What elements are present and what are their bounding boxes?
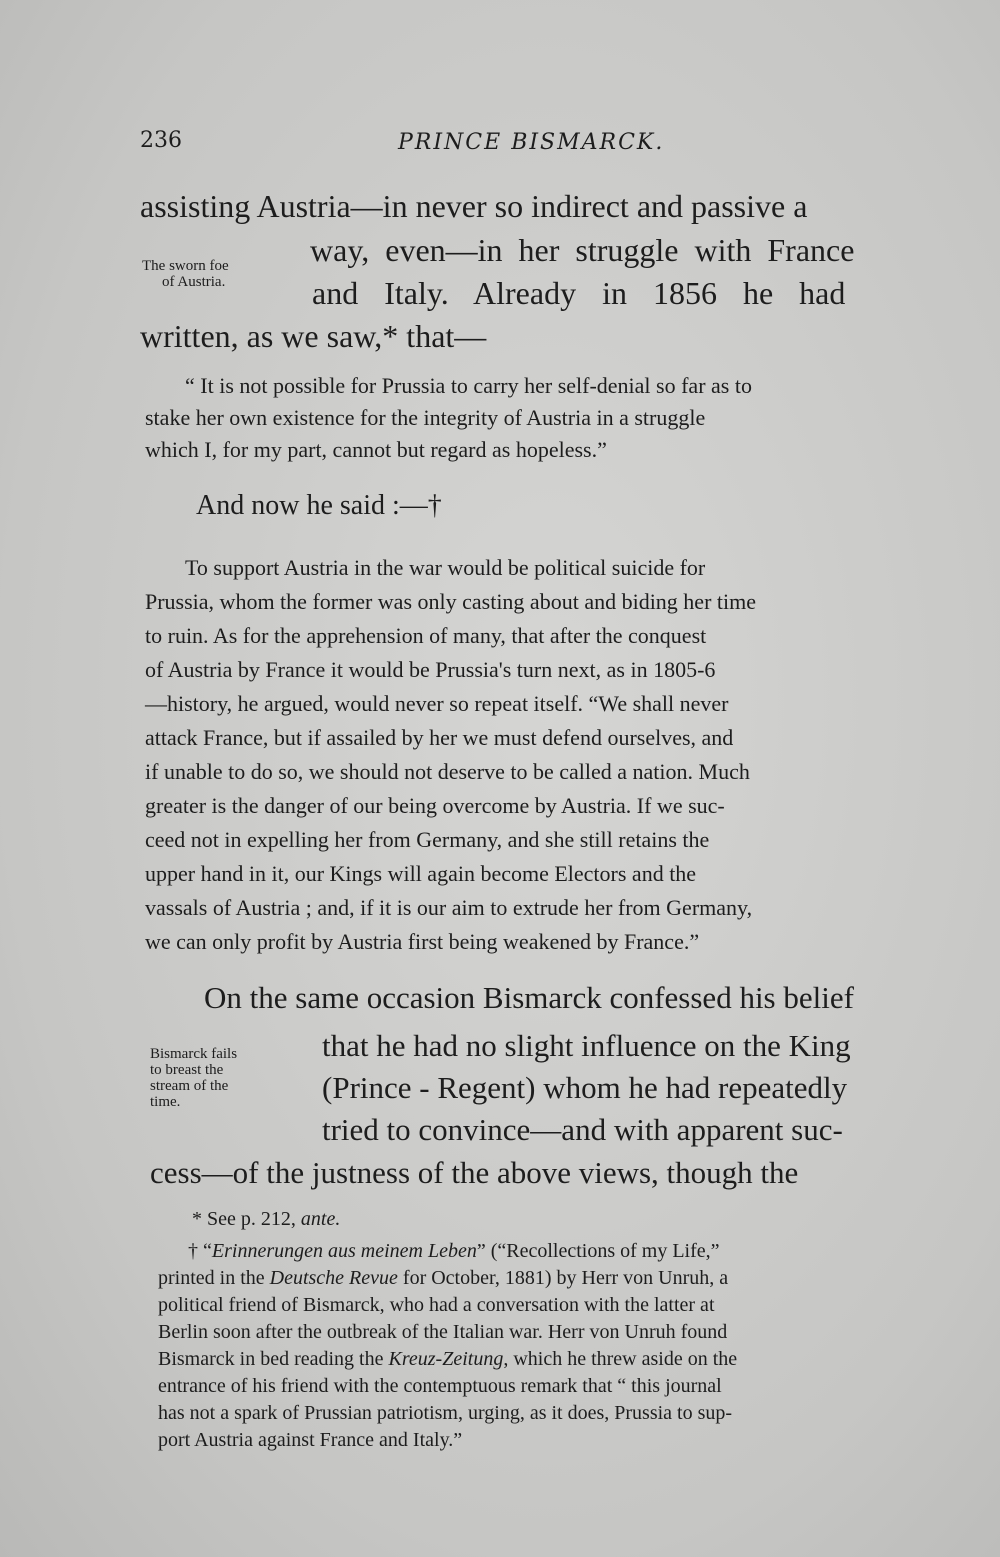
quote-line: upper hand in it, our Kings will again become Electors and the	[145, 861, 697, 886]
footnote-2-line: printed in the Deutsche Revue for October, 1881) by Herr von Unruh, a	[158, 1267, 729, 1289]
quote-line: attack France, but if assailed by her we must defend ourselves, and	[145, 725, 734, 750]
body-line: and Italy. Already in 1856 he had	[312, 275, 846, 311]
page-header	[140, 128, 940, 158]
body-line: assisting Austria—in never so indirect and passive a	[140, 188, 808, 224]
quote-line: of Austria by France it would be Prussia's turn next, as in 1805-6	[145, 657, 716, 682]
footnote-1: * See p. 212, ante.	[192, 1208, 341, 1230]
body-line: (Prince - Regent) whom he had repeatedly	[322, 1070, 848, 1105]
page-number: 236	[140, 128, 182, 153]
quote-line: which I, for my part, cannot but regard as hopeless.”	[145, 437, 607, 462]
quote-line: —history, he argued, would never so repeat itself. “We shall never	[145, 691, 729, 716]
quote-line: we can only profit by Austria first being weakened by France.”	[145, 929, 700, 954]
footnote-2-line: † “Erinnerungen aus meinem Leben” (“Recollections of my Life,”	[188, 1240, 720, 1262]
footnote-2-line: Berlin soon after the outbreak of the Italian war. Herr von Unruh found	[158, 1321, 728, 1343]
body-line: On the same occasion Bismarck confessed his belief	[204, 980, 854, 1015]
and-now-line: And now he said :—†	[196, 490, 442, 521]
footnote-2-line: has not a spark of Prussian patriotism, urging, as it does, Prussia to sup-	[158, 1402, 733, 1424]
footnote-2-line: political friend of Bismarck, who had a conversation with the latter at	[158, 1294, 715, 1316]
quote-line: if unable to do so, we should not deserve to be called a nation. Much	[145, 759, 750, 784]
quote-line: to ruin. As for the apprehension of many, that after the conquest	[145, 623, 707, 648]
body-line: way, even—in her struggle with France	[310, 232, 855, 268]
quote-line: greater is the danger of our being overcome by Austria. If we suc-	[145, 793, 725, 818]
sidenote-bismarck-fails: Bismarck fails to breast the stream of the time.	[150, 1046, 238, 1110]
running-title: PRINCE BISMARCK.	[398, 130, 665, 155]
sidenote-sworn-foe: The sworn foe of Austria.	[142, 258, 229, 290]
footnote-2-line: entrance of his friend with the contemptuous remark that “ this journal	[158, 1375, 722, 1397]
body-line: cess—of the justness of the above views, though the	[150, 1155, 799, 1190]
body-line: that he had no slight influence on the King	[322, 1028, 851, 1063]
quote-line: Prussia, whom the former was only casting about and biding her time	[145, 589, 756, 614]
footnote-2-line: Bismarck in bed reading the Kreuz-Zeitung, which he threw aside on the	[158, 1348, 738, 1370]
quote-line: To support Austria in the war would be political suicide for	[185, 555, 706, 580]
quote-line: ceed not in expelling her from Germany, and she still retains the	[145, 827, 710, 852]
quote-line: vassals of Austria ; and, if it is our aim to extrude her from Germany,	[145, 895, 753, 920]
quote-line: stake her own existence for the integrity of Austria in a struggle	[145, 405, 706, 430]
footnote-2-line: port Austria against France and Italy.”	[158, 1429, 463, 1451]
quote-line: “ It is not possible for Prussia to carry her self-denial so far as to	[185, 373, 752, 398]
body-line: written, as we saw,* that—	[140, 318, 487, 354]
body-line: tried to convince—and with apparent suc-	[322, 1112, 843, 1147]
